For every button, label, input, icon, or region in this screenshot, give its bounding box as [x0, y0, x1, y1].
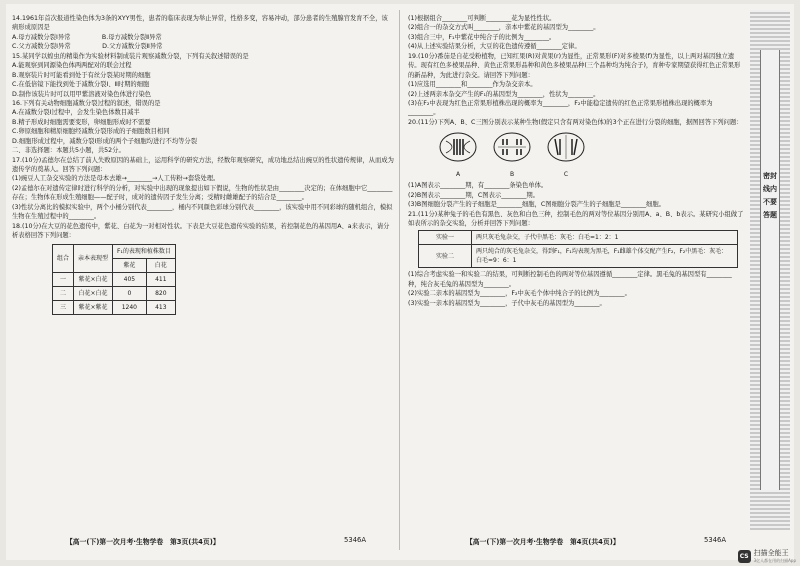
question-line: C.父方减数分裂Ⅰ异常 D.父方减数分裂Ⅱ异常 [12, 43, 163, 51]
question-line: (3)实验一亲本的基因型为________，子代中灰毛的基因型为________。 [408, 299, 606, 307]
experiment-row [419, 231, 738, 245]
cell-b [492, 131, 532, 179]
experiment-label: 实验一 [419, 231, 472, 245]
question-line: 16.下列有关动物细胞减数分裂过程的叙述，错误的是 [12, 99, 161, 107]
question-line: D.细胞形成过程中，减数分裂Ⅰ形成的两个子细胞均进行不均等分裂 [12, 137, 198, 145]
question-line: C.在低倍镜下能找到处于减数分裂Ⅰ、Ⅱ时期的细胞 [12, 81, 150, 89]
binding-strip [750, 10, 790, 530]
right-footer [466, 536, 726, 546]
question-line: (2)孟德尔在对遗传定律时进行科学的分析，对实验中出现的现象提出如下假说，生物的性状是由________决定的；在体细胞中它________存在；生物体在形成生殖细胞——配子时，成对的遗传因子发生分离；受精时雌雄配子的结合是________。 [12, 184, 393, 202]
question-line: (3)B图细胞分裂产生的子细胞是________细胞，C图细胞分裂产生的子细胞是________细胞。 [408, 201, 665, 209]
question-line: (3)在F₂中表现为红色正常果形植株出现的概率为________，F₂中能稳定遗传的红色正常果形植株出现的概率为________。 [408, 99, 713, 117]
cell-a-label: A [455, 171, 461, 179]
cell-group: 二 [53, 286, 74, 300]
table-row [53, 300, 176, 314]
cell-c-drawing [546, 131, 586, 167]
cell-purple: 405 [113, 272, 147, 286]
binding-inner [760, 50, 780, 490]
question-line: (2)实验二亲本的基因型为________，F₂中灰毛个体中纯合子的比例为________。 [408, 290, 631, 298]
question-line: (3)性状分离比的模拟实验中，两个小桶分别代表________，桶内不同颜色彩球分别代表________，该实验中用不同彩球的随机组合，模拟生物在生殖过程中的________。 [12, 203, 393, 221]
th-white: 白花 [146, 258, 175, 272]
question-line: (1)豌豆人工杂交实验的方法是母本去雄→________→人工传粉→套袋处理。 [12, 175, 220, 183]
question-line: B.观察装片时可能看到处于有丝分裂某时期的细胞 [12, 71, 151, 79]
question-line: C.卵原细胞和精原细胞经减数分裂形成的子细胞数目相同 [12, 128, 170, 136]
cs-logo-icon: CS [738, 550, 751, 563]
right-footer-code: 5346A [704, 536, 726, 544]
right-question-lines-b [408, 181, 744, 228]
left-page [12, 14, 394, 315]
cell-parents: 紫花×白花 [74, 272, 113, 286]
question-line: 19.(10分)番茄是自花受粉植物，已知红果(R)对黄果(r)为显性，正常果形(F)对多棱果(f)为显性，以上两对基因独立遗传。现有红色多棱果品种、黄色正常果形品种和黄色多棱果品种(三个品种均为纯合子)，育种专家期望获得红色正常果形的新品种，为此进行杂交。请回答下列问题： [408, 52, 741, 79]
question-line: 20.(11分)下列A、B、C三图分别表示某种生物(假定只含有两对染色体)的3个正在进行分裂的细胞，据图回答下列问题： [408, 118, 743, 126]
table-row [53, 272, 176, 286]
question-line: (2)组合一的杂交方式叫________，亲本中紫花的基因型为________。 [408, 24, 600, 32]
question-line: (3)组合三中，F₁中紫花中纯合子的比例为________。 [408, 33, 556, 41]
watermark-name: 扫描全能王 [753, 549, 789, 557]
question-line: 15.某同学以蝗虫的精巢作为实验材料制成装片观察减数分裂，下列有关叙述错误的是 [12, 52, 249, 60]
left-footer-code: 5346A [344, 536, 366, 544]
question-line: (1)A图表示________期，有________条染色单体。 [408, 182, 548, 190]
scanner-watermark [738, 548, 796, 564]
binding-text: 密封线内不要答题 [763, 172, 777, 219]
question-line: (1)综合考虑实验一和实验二的结果，可判断控制毛色的两对等位基因遵循________定律。黑毛兔的基因型有________种，纯合灰毛兔的基因型为________。 [408, 271, 732, 288]
question-line: 21.(11分)某种兔子的毛色有黑色、灰色和白色三种，控制毛色的两对等位基因分别用A、a、B、b表示。某研究小组做了如表所示的杂交实验，分析并回答下列问题： [408, 210, 744, 227]
exam-sheet [6, 4, 794, 560]
left-footer [66, 536, 366, 546]
cell-a [438, 131, 478, 179]
flower-color-table [52, 244, 176, 315]
right-question-lines-a [408, 14, 744, 127]
experiment-row [419, 245, 738, 268]
th-group: 组合 [53, 244, 74, 272]
watermark-sub: 3亿人都在用的扫描App [753, 558, 796, 563]
cell-b-label: B [509, 171, 515, 179]
question-line: A.母方减数分裂Ⅰ异常 B.母方减数分裂Ⅱ异常 [12, 33, 162, 41]
question-line: 14.1961年首次报道性染色体为3条的XYY男性，患者的临床表现为举止异常，性格多变，容易冲动，部分患者的生殖腺官发育不全，该病形成原因是 [12, 15, 388, 32]
cell-parents: 白花×白花 [74, 286, 113, 300]
cell-purple: 0 [113, 286, 147, 300]
cell-b-drawing [492, 131, 532, 167]
cell-parents: 紫花×紫花 [74, 300, 113, 314]
question-line: (4)从上述实验结果分析，大豆的花色遗传遵循________定律。 [408, 43, 581, 51]
cell-white: 413 [146, 300, 175, 314]
question-line: A.在减数分裂Ⅰ过程中，会发生染色体数目减半 [12, 109, 140, 117]
question-line: (1)应选用________和________作为杂交亲本。 [408, 81, 537, 89]
left-question-lines [12, 14, 394, 241]
table-row [53, 286, 176, 300]
cell-c-label: C [563, 171, 569, 179]
question-line: 二、非选择题：本题共5小题，共52分。 [12, 147, 125, 155]
experiment-content: 两只纯合的灰毛兔杂交，得到F₁，F₁均表现为黑毛，F₁雌雄个体交配产生F₂，F₂中黑毛：灰毛：白毛=9：6：1 [472, 245, 738, 268]
cell-group: 三 [53, 300, 74, 314]
left-footer-text: 【高一(下)第一次月考·生物学卷 第3页(共4页)】 [66, 538, 220, 546]
question-line: 17.(10分)孟德尔在总结了前人失败原因的基础上，运用科学的研究方法，经数年观察研究，成功地总结出豌豆的性状遗传规律，从而成为遗传学的奠基人。回答下列问题： [12, 156, 394, 173]
cell-a-drawing [438, 131, 478, 167]
right-footer-text: 【高一(下)第一次月考·生物学卷 第4页(共4页)】 [466, 538, 620, 546]
question-line: D.制作该装片时可以用甲紫溶液对染色体进行染色 [12, 90, 152, 98]
question-line: A.能观察到同源染色体两两配对的联会过程 [12, 62, 132, 70]
cell-division-figure [438, 131, 744, 179]
th-parents: 亲本表现型 [74, 244, 113, 272]
experiment-label: 实验二 [419, 245, 472, 268]
question-line: 18.(10分)在大豆的花色遗传中，紫花、白花为一对相对性状。下表是大豆花色遗传实验的结果，若控制花色的基因用A、a来表示，请分析表格回答下列问题： [12, 222, 390, 240]
cell-purple: 1240 [113, 300, 147, 314]
cell-white: 820 [146, 286, 175, 300]
rabbit-experiment-table [418, 230, 738, 268]
cell-group: 一 [53, 272, 74, 286]
question-line: B.精子形成时细胞需要变形，卵细胞形成时不需要 [12, 118, 151, 126]
th-f1: F₁的表现和植株数目 [113, 244, 176, 258]
right-page [408, 14, 744, 308]
question-line: (2)B图表示________期，C图表示________期。 [408, 191, 539, 199]
experiment-content: 两只灰毛兔杂交，子代中黑毛：灰毛：白毛=1：2：1 [472, 231, 738, 245]
question-line: (1)根据组合________可判断________花为显性性状。 [408, 15, 556, 22]
question-line: (2)上述两亲本杂交产生的F₁的基因型为________，性状为________。 [408, 90, 600, 98]
page-divider [399, 10, 400, 550]
cell-c [546, 131, 586, 179]
th-purple: 紫花 [113, 258, 147, 272]
right-question-lines-c [408, 270, 744, 308]
cell-white: 411 [146, 272, 175, 286]
